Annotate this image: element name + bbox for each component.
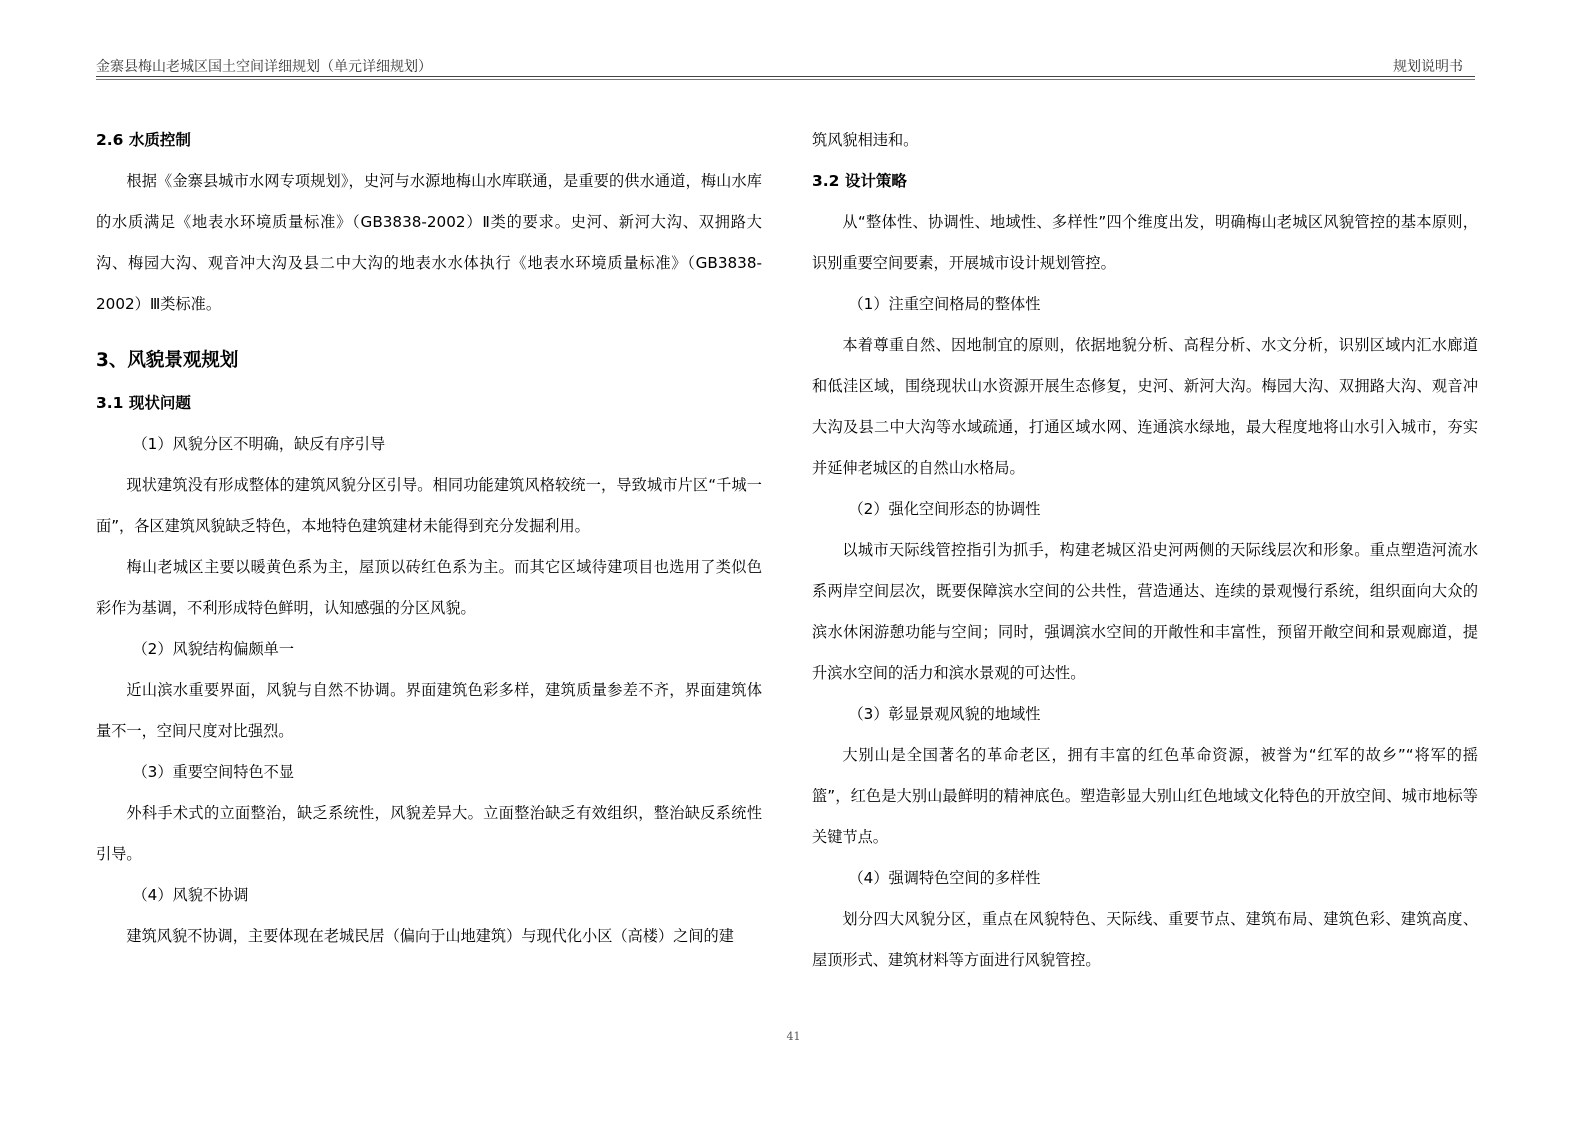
subheading: （2）风貌结构偏颇单一 bbox=[132, 640, 295, 658]
subheading: （4）强调特色空间的多样性 bbox=[848, 869, 1041, 887]
section-3-2-heading: 3.2 设计策略 bbox=[812, 172, 907, 190]
header-rule-thin bbox=[96, 79, 1475, 80]
paragraph: 现状建筑没有形成整体的建筑风貌分区引导。相同功能建筑风格较统一，导致城市片区“千城一面”，各区建筑风貌缺乏特色，本地特色建筑建材未能得到充分发掘利用。 bbox=[96, 476, 762, 535]
subheading: （4）风貌不协调 bbox=[132, 886, 249, 904]
subheading: （3）重要空间特色不显 bbox=[132, 763, 295, 781]
paragraph: 从“整体性、协调性、地域性、多样性”四个维度出发，明确梅山老城区风貌管控的基本原则，识别重要空间要素，开展城市设计规划管控。 bbox=[812, 213, 1478, 272]
subheading: （2）强化空间形态的协调性 bbox=[848, 500, 1041, 518]
subheading: （3）彰显景观风貌的地域性 bbox=[848, 705, 1041, 723]
paragraph: 划分四大风貌分区，重点在风貌特色、天际线、重要节点、建筑布局、建筑色彩、建筑高度、屋顶形式、建筑材料等方面进行风貌管控。 bbox=[812, 910, 1478, 969]
section-2-6-heading: 2.6 水质控制 bbox=[96, 131, 191, 149]
paragraph: 根据《金寨县城市水网专项规划》，史河与水源地梅山水库联通，是重要的供水通道，梅山水库的水质满足《地表水环境质量标准》（GB3838-2002）Ⅱ类的要求。史河、新河大沟、双拥路大沟、梅园大沟、观音冲大沟及县二中大沟的地表水水体执行《地表水环境质量标准》（GB3838-2002）Ⅲ类标准。 bbox=[96, 172, 762, 313]
document-type: 规划说明书 bbox=[1393, 59, 1463, 75]
paragraph: 外科手术式的立面整治，缺乏系统性，风貌差异大。立面整治缺乏有效组织，整治缺反系统性引导。 bbox=[96, 804, 762, 863]
document-title: 金寨县梅山老城区国土空间详细规划（单元详细规划） bbox=[96, 59, 432, 75]
paragraph: 以城市天际线管控指引为抓手，构建老城区沿史河两侧的天际线层次和形象。重点塑造河流水系两岸空间层次，既要保障滨水空间的公共性，营造通达、连续的景观慢行系统，组织面向大众的滨水休闲游憩功能与空间；同时，强调滨水空间的开敞性和丰富性，预留开敞空间和景观廊道，提升滨水空间的活力和滨水景观的可达性。 bbox=[812, 541, 1478, 682]
subheading: （1）注重空间格局的整体性 bbox=[848, 295, 1041, 313]
paragraph: 大别山是全国著名的革命老区，拥有丰富的红色革命资源，被誉为“红军的故乡”“将军的摇篮”，红色是大别山最鲜明的精神底色。塑造彰显大别山红色地域文化特色的开放空间、城市地标等关键节点。 bbox=[812, 746, 1478, 846]
page-number: 41 bbox=[786, 1030, 801, 1043]
paragraph-continuation: 筑风貌相违和。 bbox=[812, 131, 919, 149]
subheading: （1）风貌分区不明确，缺反有序引导 bbox=[132, 435, 386, 453]
paragraph: 本着尊重自然、因地制宜的原则，依据地貌分析、高程分析、水文分析，识别区域内汇水廊道和低洼区域，围绕现状山水资源开展生态修复，史河、新河大沟。梅园大沟、双拥路大沟、观音冲大沟及县二中大沟等水域疏通，打通区域水网、连通滨水绿地，最大程度地将山水引入城市，夯实并延伸老城区的自然山水格局。 bbox=[812, 336, 1478, 477]
page-header bbox=[96, 56, 1493, 76]
paragraph: 建筑风貌不协调，主要体现在老城民居（偏向于山地建筑）与现代化小区（高楼）之间的建 bbox=[126, 927, 734, 945]
paragraph: 梅山老城区主要以暖黄色系为主，屋顶以砖红色系为主。而其它区域待建项目也选用了类似色彩作为基调，不利形成特色鲜明，认知感强的分区风貌。 bbox=[96, 558, 762, 617]
paragraph: 近山滨水重要界面，风貌与自然不协调。界面建筑色彩多样，建筑质量参差不齐，界面建筑体量不一，空间尺度对比强烈。 bbox=[96, 681, 762, 740]
right-column bbox=[812, 120, 1478, 981]
section-3-heading: 3、风貌景观规划 bbox=[96, 350, 239, 371]
left-column bbox=[96, 120, 762, 957]
header-rule-thick bbox=[96, 76, 1475, 77]
section-3-1-heading: 3.1 现状问题 bbox=[96, 394, 191, 412]
